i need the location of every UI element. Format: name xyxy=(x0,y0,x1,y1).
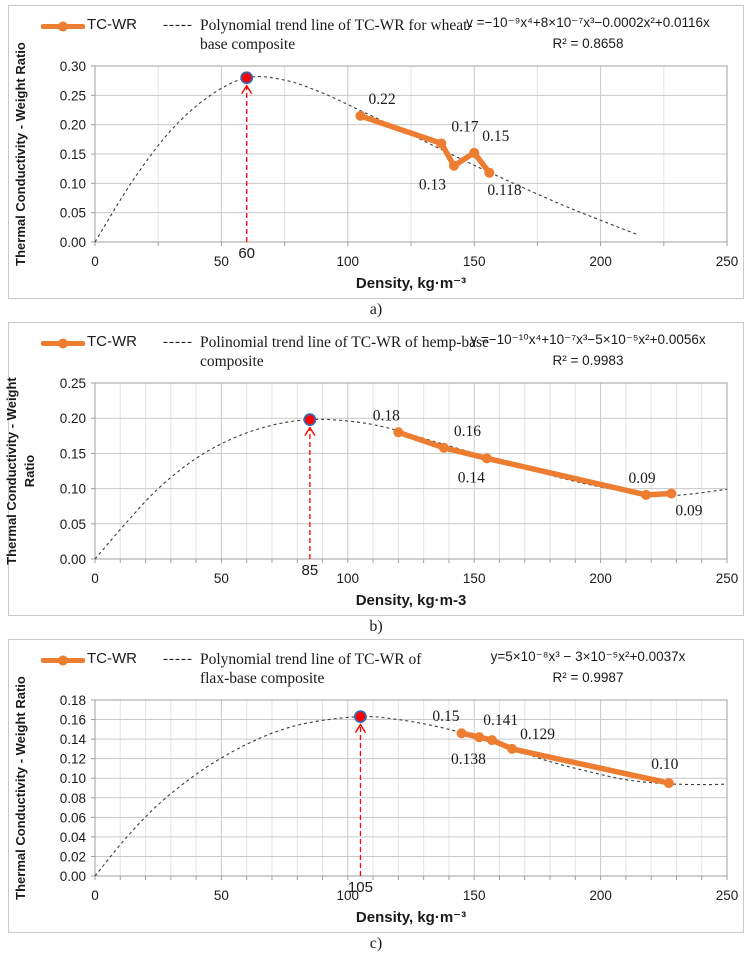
legend-c xyxy=(41,650,452,688)
svg-text:0.16: 0.16 xyxy=(59,712,86,728)
legend-trend-label: Polynomial trend line of TC-WR of flax-base composite xyxy=(199,651,422,687)
svg-text:0.25: 0.25 xyxy=(59,88,86,104)
svg-text:0.20: 0.20 xyxy=(59,411,86,427)
svg-text:Thermal Conductivity - Weight: Thermal Conductivity - Weight Ratio xyxy=(13,42,28,266)
svg-text:0.08: 0.08 xyxy=(59,790,86,806)
equation-block-a xyxy=(437,13,739,55)
svg-text:0.20: 0.20 xyxy=(59,117,86,133)
trendline-key-icon: ----- xyxy=(162,651,193,667)
svg-text:50: 50 xyxy=(213,571,229,586)
svg-text:250: 250 xyxy=(715,571,739,586)
svg-text:0.09: 0.09 xyxy=(628,469,656,487)
svg-text:150: 150 xyxy=(462,888,486,903)
svg-text:0.05: 0.05 xyxy=(59,516,86,532)
svg-text:0.22: 0.22 xyxy=(368,90,396,108)
svg-text:0.14: 0.14 xyxy=(59,732,86,748)
svg-text:0.138: 0.138 xyxy=(451,751,486,769)
series-marker-icon xyxy=(41,336,85,354)
plot-area-b xyxy=(4,373,743,613)
panel-caption-c: c) xyxy=(369,935,383,952)
svg-text:0: 0 xyxy=(91,571,99,586)
svg-text:0.15: 0.15 xyxy=(482,127,510,145)
svg-text:0.15: 0.15 xyxy=(432,708,460,726)
svg-text:0.30: 0.30 xyxy=(59,59,86,74)
svg-text:0.14: 0.14 xyxy=(457,469,485,487)
svg-text:0.00: 0.00 xyxy=(59,235,86,250)
svg-text:200: 200 xyxy=(589,888,612,903)
chart-panel-b xyxy=(4,322,744,616)
svg-text:0.09: 0.09 xyxy=(675,502,703,520)
legend-series-label: TC-WR xyxy=(87,650,137,667)
svg-text:0.04: 0.04 xyxy=(59,829,86,845)
svg-text:60: 60 xyxy=(238,245,256,262)
svg-text:0.18: 0.18 xyxy=(372,407,400,425)
equation-formula: y=5×10⁻⁸x³ − 3×10⁻⁵x²+0.0037x xyxy=(490,649,686,664)
svg-text:Thermal Conductivity - Weight: Thermal Conductivity - Weight xyxy=(4,377,19,565)
legend-series-label: TC-WR xyxy=(87,16,137,33)
series-marker-icon xyxy=(41,19,85,37)
svg-text:100: 100 xyxy=(336,254,360,269)
svg-text:0.16: 0.16 xyxy=(453,422,481,440)
svg-text:200: 200 xyxy=(589,254,612,269)
svg-text:0.10: 0.10 xyxy=(59,481,86,497)
panel-caption-b: b) xyxy=(369,618,383,635)
svg-text:50: 50 xyxy=(213,254,229,269)
svg-text:Density, kg·m⁻³: Density, kg·m⁻³ xyxy=(355,275,467,292)
svg-text:0.02: 0.02 xyxy=(59,849,86,865)
svg-text:100: 100 xyxy=(336,571,360,586)
equation-r-squared: R² = 0.9983 xyxy=(552,352,624,368)
equation-r-squared: R² = 0.9987 xyxy=(552,669,624,685)
svg-text:0: 0 xyxy=(91,888,99,903)
svg-text:0.141: 0.141 xyxy=(483,712,519,730)
svg-text:150: 150 xyxy=(462,254,486,269)
panel-caption-a: a) xyxy=(369,301,383,318)
svg-text:0.18: 0.18 xyxy=(59,693,86,708)
svg-text:0.12: 0.12 xyxy=(59,751,86,767)
svg-text:0.06: 0.06 xyxy=(59,810,86,826)
legend-trend-label: Polynomial trend line of TC-WR for wheat-base composite xyxy=(199,17,473,53)
equation-block-c xyxy=(437,647,739,689)
svg-text:Density, kg·m⁻³: Density, kg·m⁻³ xyxy=(355,909,467,926)
svg-text:100: 100 xyxy=(336,888,360,903)
svg-text:0.00: 0.00 xyxy=(59,869,86,884)
legend-series-label: TC-WR xyxy=(87,333,137,350)
svg-text:Density, kg·m-3: Density, kg·m-3 xyxy=(355,592,467,609)
svg-text:0.00: 0.00 xyxy=(59,552,86,567)
chart-panel-c xyxy=(8,639,744,933)
svg-text:105: 105 xyxy=(347,879,373,896)
svg-text:0.15: 0.15 xyxy=(59,147,86,162)
legend-trend-label: Polinomial trend line of TC-WR of hemp-base composite xyxy=(199,334,489,370)
svg-text:200: 200 xyxy=(589,571,612,586)
svg-text:0: 0 xyxy=(91,254,99,269)
svg-text:0.15: 0.15 xyxy=(59,446,86,462)
svg-text:Thermal Conductivity - Weight: Thermal Conductivity - Weight Ratio xyxy=(13,676,28,900)
svg-text:250: 250 xyxy=(715,888,739,903)
legend-b xyxy=(41,333,492,371)
svg-text:0.129: 0.129 xyxy=(520,725,555,743)
svg-text:Ratio: Ratio xyxy=(22,454,37,488)
legend-a xyxy=(41,16,478,54)
series-marker-icon xyxy=(41,653,85,671)
svg-text:50: 50 xyxy=(213,888,229,903)
svg-text:150: 150 xyxy=(462,571,486,586)
svg-text:0.17: 0.17 xyxy=(451,118,479,136)
svg-text:0.10: 0.10 xyxy=(59,176,86,192)
svg-text:0.05: 0.05 xyxy=(59,205,86,221)
svg-text:250: 250 xyxy=(715,254,739,269)
trendline-key-icon: ----- xyxy=(162,17,193,33)
trendline-key-icon: ----- xyxy=(162,334,193,350)
equation-formula: y =−10⁻⁹x⁴+8×10⁻⁷x³−0.0002x²+0.0116x xyxy=(466,15,710,30)
svg-text:85: 85 xyxy=(301,562,319,579)
svg-text:0.25: 0.25 xyxy=(59,376,86,391)
equation-r-squared: R² = 0.8658 xyxy=(552,35,624,51)
equation-formula: y =−10⁻¹⁰x⁴+10⁻⁷x³−5×10⁻⁵x²+0.0056x xyxy=(470,332,706,347)
chart-panel-a xyxy=(8,5,744,299)
svg-text:0.10: 0.10 xyxy=(59,771,86,787)
svg-text:0.118: 0.118 xyxy=(487,181,522,199)
svg-text:0.13: 0.13 xyxy=(418,176,446,194)
svg-text:0.10: 0.10 xyxy=(651,756,679,774)
